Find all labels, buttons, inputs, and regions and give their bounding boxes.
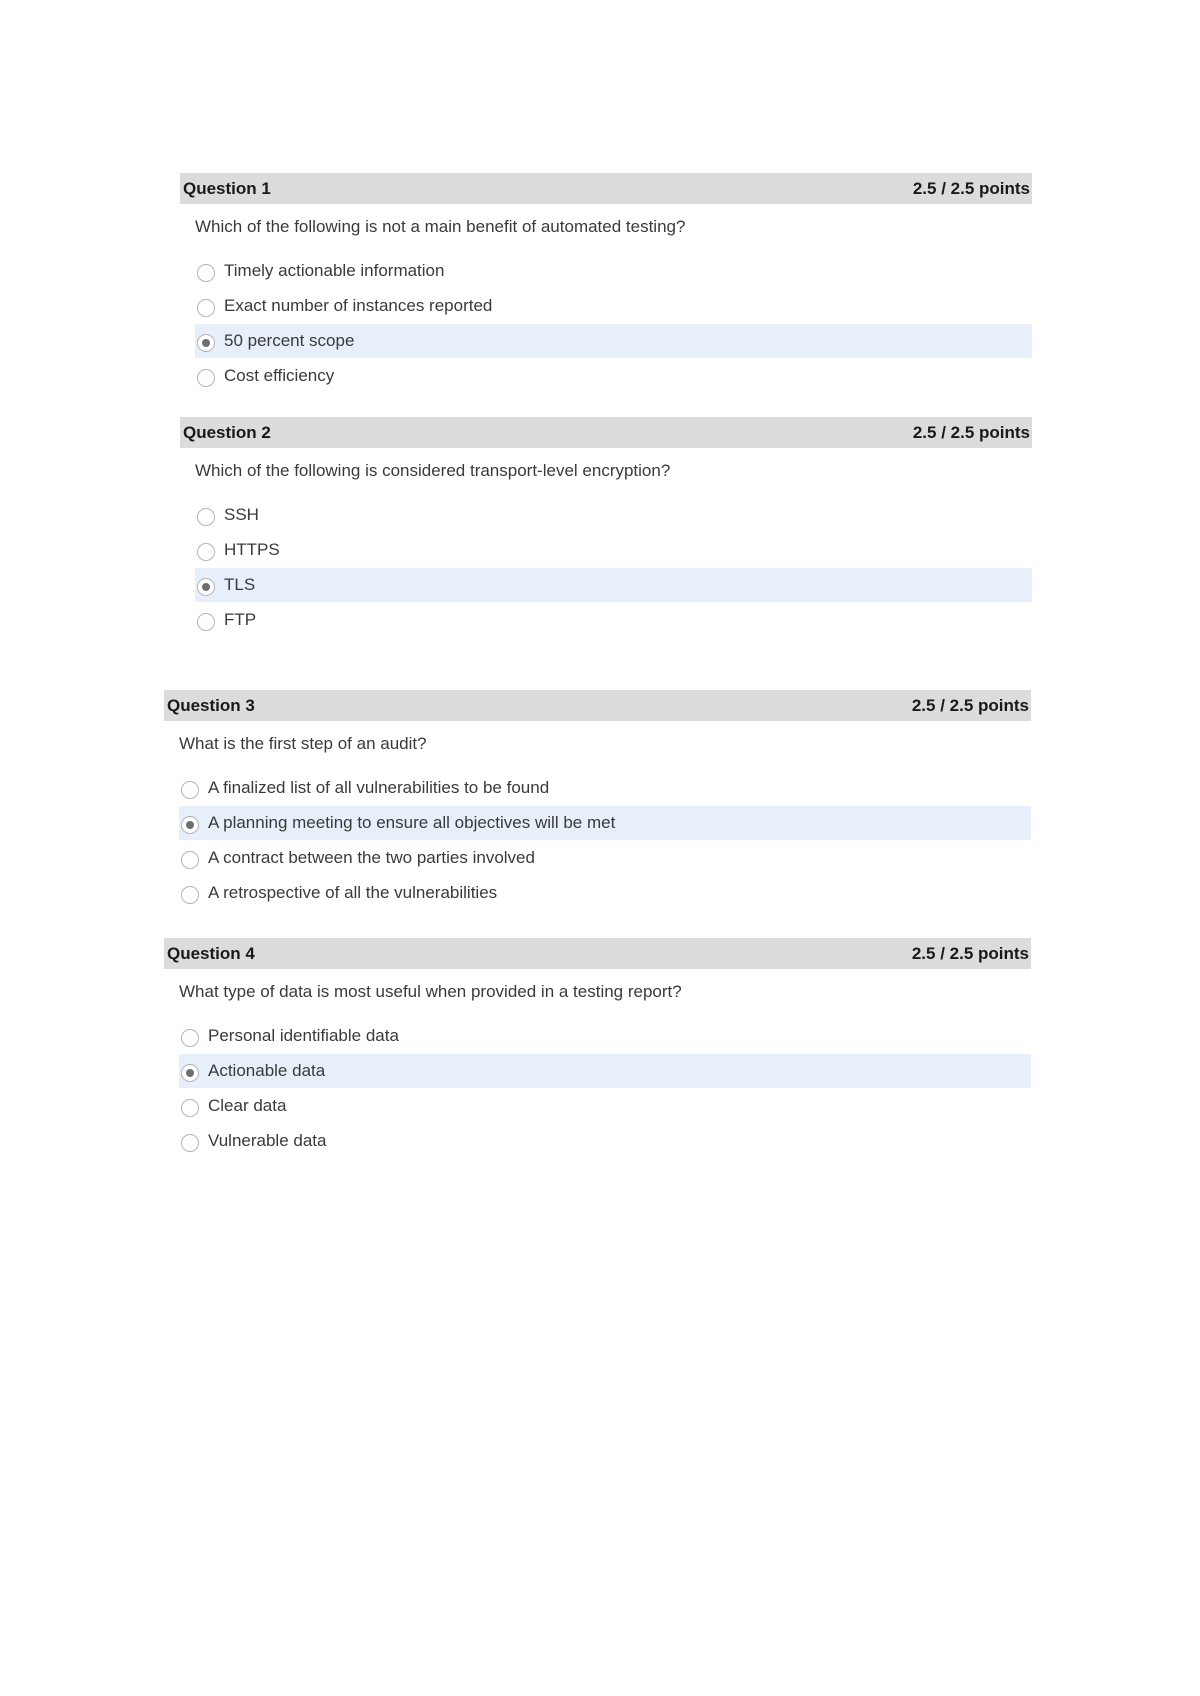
- question-2: [180, 417, 1032, 638]
- radio-button[interactable]: [181, 781, 199, 799]
- question-points: 2.5 / 2.5 points: [912, 178, 1030, 198]
- answer-label: 50 percent scope: [224, 331, 355, 350]
- radio-button[interactable]: [181, 851, 199, 869]
- answer-label: FTP: [224, 610, 257, 629]
- radio-button[interactable]: [197, 369, 215, 387]
- answer-option[interactable]: [195, 359, 1032, 393]
- answer-option-selected[interactable]: [179, 806, 1031, 840]
- answer-label: HTTPS: [224, 540, 280, 559]
- answer-option[interactable]: [179, 1124, 1031, 1158]
- answer-option[interactable]: [179, 876, 1031, 910]
- answer-label: Actionable data: [208, 1061, 326, 1080]
- radio-button[interactable]: [181, 886, 199, 904]
- question-points: 2.5 / 2.5 points: [911, 943, 1029, 963]
- answer-label: Exact number of instances reported: [224, 296, 493, 315]
- answer-option[interactable]: [195, 498, 1032, 532]
- radio-button[interactable]: [181, 1099, 199, 1117]
- answer-label: A contract between the two parties involved: [208, 848, 535, 867]
- radio-button[interactable]: [181, 1134, 199, 1152]
- question-header: [164, 938, 1031, 969]
- radio-button-checked[interactable]: [197, 334, 215, 352]
- question-title: Question 2: [183, 422, 271, 442]
- question-title: Question 3: [167, 695, 255, 715]
- question-title: Question 1: [183, 178, 271, 198]
- answer-label: A retrospective of all the vulnerabilities: [208, 883, 498, 902]
- answer-label: SSH: [224, 505, 259, 524]
- answer-option[interactable]: [195, 533, 1032, 567]
- radio-button[interactable]: [197, 299, 215, 317]
- answer-options: [180, 254, 1032, 393]
- radio-button[interactable]: [197, 613, 215, 631]
- question-header: [164, 690, 1031, 721]
- answer-option[interactable]: [179, 771, 1031, 805]
- answer-label: Vulnerable data: [208, 1131, 327, 1150]
- radio-button-checked[interactable]: [181, 816, 199, 834]
- question-header: [180, 173, 1032, 204]
- question-text: What is the first step of an audit?: [179, 734, 427, 753]
- answer-label: Personal identifiable data: [208, 1026, 399, 1045]
- answer-label: Cost efficiency: [224, 366, 335, 385]
- question-points: 2.5 / 2.5 points: [912, 422, 1030, 442]
- answer-option[interactable]: [179, 841, 1031, 875]
- answer-option[interactable]: [179, 1019, 1031, 1053]
- question-1: [180, 173, 1032, 394]
- question-text: What type of data is most useful when provided in a testing report?: [179, 982, 682, 1001]
- answer-label: Timely actionable information: [224, 261, 445, 280]
- answer-label: TLS: [224, 575, 256, 594]
- radio-button[interactable]: [181, 1029, 199, 1047]
- radio-button[interactable]: [197, 264, 215, 282]
- answer-options: [164, 771, 1031, 910]
- radio-button[interactable]: [197, 508, 215, 526]
- question-4: [164, 938, 1031, 1159]
- radio-button-checked[interactable]: [197, 578, 215, 596]
- answer-options: [164, 1019, 1031, 1158]
- answer-options: [180, 498, 1032, 637]
- answer-option-selected[interactable]: [195, 568, 1032, 602]
- answer-label: Clear data: [208, 1096, 287, 1115]
- answer-option-selected[interactable]: [195, 324, 1032, 358]
- answer-label: A finalized list of all vulnerabilities to be found: [208, 778, 550, 797]
- answer-option[interactable]: [179, 1089, 1031, 1123]
- question-text: Which of the following is considered transport-level encryption?: [195, 461, 671, 480]
- radio-button[interactable]: [197, 543, 215, 561]
- answer-option[interactable]: [195, 603, 1032, 637]
- question-title: Question 4: [167, 943, 255, 963]
- question-3: [164, 690, 1031, 911]
- question-text: Which of the following is not a main benefit of automated testing?: [195, 217, 686, 236]
- question-header: [180, 417, 1032, 448]
- radio-button-checked[interactable]: [181, 1064, 199, 1082]
- answer-option[interactable]: [195, 289, 1032, 323]
- answer-label: A planning meeting to ensure all objectives will be met: [208, 813, 616, 832]
- question-points: 2.5 / 2.5 points: [911, 695, 1029, 715]
- answer-option[interactable]: [195, 254, 1032, 288]
- answer-option-selected[interactable]: [179, 1054, 1031, 1088]
